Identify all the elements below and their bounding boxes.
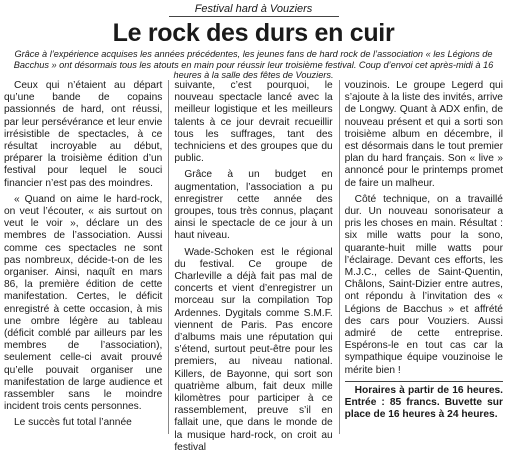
article-body [4,80,503,453]
column-2 [168,80,333,453]
paragraph: Côté technique, on a travaillé dur. Un nouveau sonorisateur a pris les choses en main. Résultat : six mille watts pour la sono, quarante-huit mille watts pour l’éclairage. Devant ces efforts, les M.J.C., celles de Saint-Quentin, Châlons, Saint-Dizier entre autres, ont répondu à l’invitation des « Légions de Bacchus » et affrété des cars pour Vouziers. Aussi admiré de cette entreprise. Espérons-le en tout cas car la sympathique équipe vouzinoise le mérite bien ! [344,193,503,376]
paragraph: Le succès fut total l’année [14,417,132,429]
divider [345,381,503,382]
paragraph: suivante, c’est pourquoi, le nouveau spectacle lancé avec la meilleur logistique et les meilleurs talents à ce jour devrait recueillir tous les suffrages, tant des techniciens et des groupes que du public. [174,80,333,165]
headline: Le rock des durs en cuir [112,19,395,47]
kicker: Festival hard à Vouziers [169,2,339,17]
paragraph: Wade-Schoken est le régional du festival. Ce groupe de Charleville a déjà fait pas mal de concerts et vient d’enregistrer un morceau sur la compilation Top Ardennes. Dygitals comme S.M.F. viennent de Paris. Pas encore d’albums mais une réputation qui s’étend, surtout peut-être pour les premiers, au niveau national. Killers, de Bayonne, qui sort son quatrième album, fait deux mille kilomètres pour participer à ce rassemblement, preuve s’il en fallait une, que dans le monde de la musique hard-rock, on croit au festival [174,246,333,453]
practical-info: Horaires à partir de 16 heures. Entrée : 85 francs. Buvette sur place de 16 heures à 24 heures. [344,384,503,421]
column-3 [339,80,503,434]
paragraph: Ceux qui n’étaient au départ qu’une bande de copains passionnés de hard, ont réussi, par leur persévérance et leur envie irrésistible de spectacles, à ce résultat incroyable au début, préparer la troisième édition d’un festival pour lequel le souci financier n’est pas des moindres. [4,80,163,189]
newspaper-page [0,2,507,453]
paragraph: vouzinois. Le groupe Legerd qui s’ajoute à la liste des invités, arrive de Longwy. Quant à ADX enfin, de nouveau présent et qui a sorti son troisième album en décembre, il est désormais dans le tout premier plan du hard français. Son « live » annoncé pour le printemps promet de faire un malheur. [344,80,503,189]
column-1 [4,80,162,434]
lead-paragraph: Grâce à l’expérience acquises les années précédentes, les jeunes fans de hard rock de l’association « les Légions de Bacchus » ont désormais tous les atouts en main pour réussir leur troisième festival. Coup d’envoi cet après-midi à 16 heures à la salle des fêtes de Vouziers. [13,49,494,81]
paragraph: « Quand on aime le hard-rock, on veut l’écouter, « ais surtout on veut le voir », déclare un des membres de l’association. Aussi comme ces spectacles ne sont pas nombreux, décide-t-on de les organiser. Ainsi, naquît en mars 86, la première édition de cette manifestation. Certes, le déficit enregistré à cette occasion, à mis une ombre légère au tableau (déficit comblé par ailleurs par les membres de l’association), seulement celle-ci avait prouvé qu’elle pouvait organiser une manifestation de large audience et rassembler sans le moindre incident trois cents personnes. [4,193,163,413]
paragraph: Grâce à un budget en augmentation, l’association a pu enregistrer cette année des groupes, tous très connus, plaçant ainsi le spectacle de ce jour à un haut niveau. [174,169,333,242]
